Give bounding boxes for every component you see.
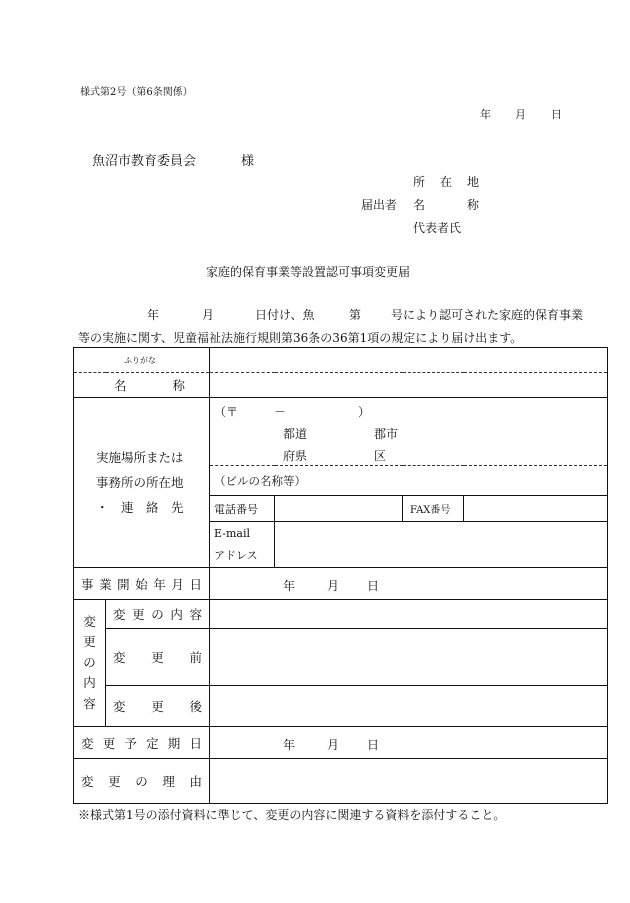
rep-label: 代表者氏 (413, 221, 462, 235)
address-label-1: 所 (413, 175, 426, 189)
after-label: 変 更 後 (106, 686, 210, 727)
scheduled-date-label: 変 更 予 定 期 日 (74, 727, 210, 759)
change-content-label: 変 更 の 内 容 (106, 600, 210, 629)
notification-form-table (73, 347, 608, 804)
before-value[interactable] (210, 629, 608, 686)
address-label-3: 地 (467, 175, 480, 189)
email-label: E-mail アドレス (210, 522, 275, 568)
start-date-label: 事 業 開 始 年 月 日 (74, 568, 210, 600)
change-content-value[interactable] (210, 600, 608, 629)
postal-code: （〒 － ） (214, 405, 371, 419)
address-cell[interactable] (210, 398, 608, 466)
furigana-label: ふりがな (74, 348, 210, 373)
form-number: 様式第2号（第6条関係） (80, 87, 193, 98)
name-label-1: 名 (413, 198, 426, 212)
phone-value[interactable] (275, 496, 403, 522)
after-value[interactable] (210, 686, 608, 727)
fax-value[interactable] (464, 496, 608, 522)
intro-dai: 第 (349, 308, 362, 322)
city-bottom: 区 (374, 449, 387, 463)
intro-month: 月 (202, 308, 215, 322)
furigana-value[interactable] (210, 348, 608, 373)
fax-label: FAX番号 (403, 496, 464, 522)
attachment-note: ※様式第1号の添付資料に準じて、変更の内容に関連する資料を添付すること。 (78, 808, 506, 822)
pref-top: 都道 (283, 427, 308, 441)
date-month: 月 (515, 108, 526, 121)
building-cell[interactable]: （ビルの名称等） (210, 466, 608, 496)
intro-year: 年 (147, 308, 160, 322)
city-top: 郡市 (374, 427, 399, 441)
change-group-label: 変 更 の 内 容 (74, 600, 106, 727)
reason-value[interactable] (210, 759, 608, 804)
intro-date: 日付け、魚 (255, 308, 315, 322)
recipient-honorific: 様 (241, 154, 255, 169)
location-label-cell: 実施場所または 事務所の所在地 ・ 連 絡 先 (74, 398, 210, 568)
name-cell: 名 称 (74, 373, 210, 398)
start-date-value[interactable]: 年 月 日 (210, 568, 608, 600)
intro-line2: 等の実施に関す、児童福祉法施行規則第36条の36第1項の規定により届け出ます。 (78, 331, 523, 345)
phone-label: 電話番号 (210, 496, 275, 522)
before-label: 変 更 前 (106, 629, 210, 686)
email-value[interactable] (275, 522, 608, 568)
document-title: 家庭的保育事業等設置認可事項変更届 (206, 265, 411, 279)
intro-rest: 号により認可された家庭的保育事業 (391, 308, 584, 322)
address-label-2: 在 (440, 175, 453, 189)
pref-bottom: 府県 (283, 449, 308, 463)
applicant-label: 届出者 (361, 198, 398, 212)
recipient-name: 魚沼市教育委員会 (92, 154, 197, 169)
date-year: 年 (480, 108, 491, 121)
name-value[interactable] (210, 373, 608, 398)
reason-label: 変 更 の 理 由 (74, 759, 210, 804)
date-day: 日 (551, 108, 562, 121)
scheduled-date-value[interactable]: 年 月 日 (210, 727, 608, 759)
name-label-2: 称 (467, 198, 480, 212)
